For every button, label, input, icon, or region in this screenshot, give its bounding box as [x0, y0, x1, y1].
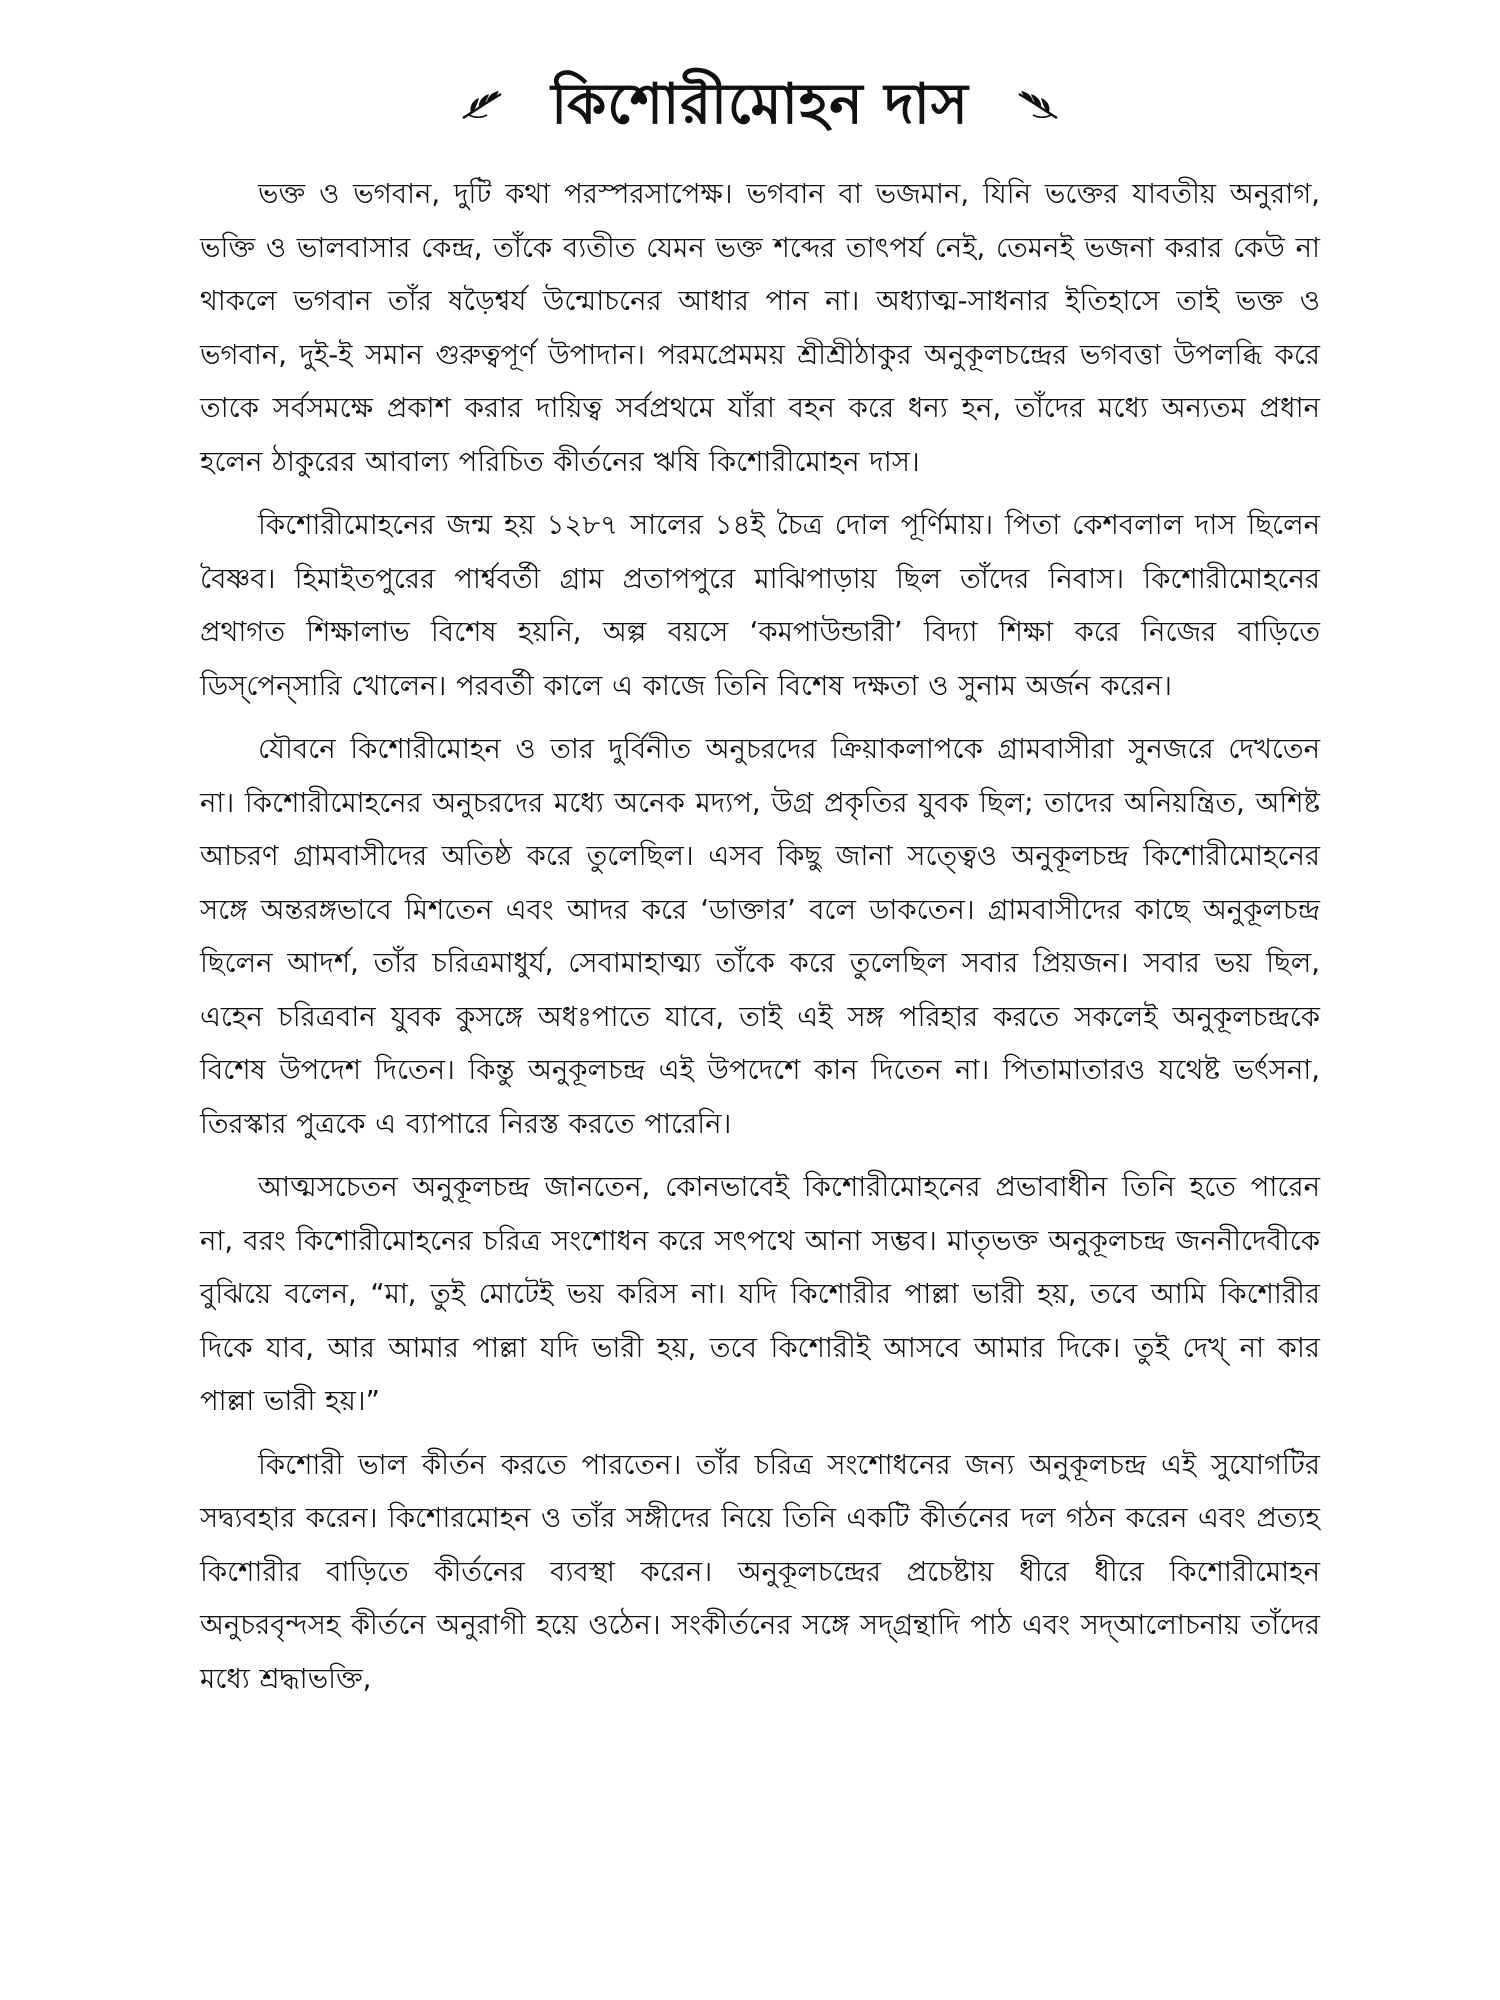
paragraph-3: যৌবনে কিশোরীমোহন ও তার দুর্বিনীত অনুচরদের ক্রিয়াকলাপকে গ্রামবাসীরা সুনজরে দেখতেন না। কিশোরীমোহনের অনুচরদের মধ্যে অনেক মদ্যপ, উগ্র প্রকৃতির যুবক ছিল; তাদের অনিয়ন্ত্রিত, অশিষ্ট আচরণ গ্রামবাসীদের অতিষ্ঠ করে তুলেছিল। এসব কিছু জানা সত্ত্বেও অনুকূলচন্দ্র কিশোরীমোহনের সঙ্গে অন্তরঙ্গভাবে মিশতেন এবং আদর করে ‘ডাক্তার’ বলে ডাকতেন। গ্রামবাসীদের কাছে অনুকূলচন্দ্র ছিলেন আদর্শ, তাঁর চরিত্রমাধুর্য, সেবামাহাত্ম্য তাঁকে করে তুলেছিল সবার প্রিয়জন। সবার ভয় ছিল, এহেন চরিত্রবান যুবক কুসঙ্গে অধঃপাতে যাবে, তাই এই সঙ্গ পরিহার করতে সকলেই অনুকূলচন্দ্রকে বিশেষ উপদেশ দিতেন। কিন্তু অনুকূলচন্দ্র এই উপদেশে কান দিতেন না। পিতামাতারও যথেষ্ট ভর্ৎসনা, তিরস্কার পুত্রকে এ ব্যাপারে নিরস্ত করতে পারেনি।: [200, 733, 1320, 1140]
paragraph-2: কিশোরীমোহনের জন্ম হয় ১২৮৭ সালের ১৪ই চৈত্র দোল পূর্ণিমায়। পিতা কেশবলাল দাস ছিলেন বৈষ্ণব। হিমাইতপুরের পার্শ্ববর্তী গ্রাম প্রতাপপুরে মাঝিপাড়ায় ছিল তাঁদের নিবাস। কিশোরীমোহনের প্রথাগত শিক্ষালাভ বিশেষ হয়নি, অল্প বয়সে ‘কমপাউন্ডারী’ বিদ্যা শিক্ষা করে নিজের বাড়িতে ডিস্‌পেন্‌সারি খোলেন। পরবর্তী কালে এ কাজে তিনি বিশেষ দক্ষতা ও সুনাম অর্জন করেন।: [200, 509, 1320, 702]
page-title: কিশোরীমোহন দাস: [551, 72, 969, 137]
body-text: [200, 168, 1320, 1706]
leaf-ornament-right-icon: [1015, 88, 1061, 122]
title-row: [200, 60, 1320, 150]
paragraph-5: কিশোরী ভাল কীর্তন করতে পারতেন। তাঁর চরিত্র সংশোধনের জন্য অনুকূলচন্দ্র এই সুযোগটির সদ্ব্যবহার করেন। কিশোরমোহন ও তাঁর সঙ্গীদের নিয়ে তিনি একটি কীর্তনের দল গঠন করেন এবং প্রত্যহ কিশোরীর বাড়িতে কীর্তনের ব্যবস্থা করেন। অনুকূলচন্দ্রের প্রচেষ্টায় ধীরে ধীরে কিশোরীমোহন অনুচরবৃন্দসহ কীর্তনে অনুরাগী হয়ে ওঠেন। সংকীর্তনের সঙ্গে সদ্‌গ্রন্থাদি পাঠ এবং সদ্‌আলোচনায় তাঁদের মধ্যে শ্রদ্ধাভক্তি,: [200, 1448, 1320, 1695]
document-page: [200, 60, 1320, 1980]
paragraph-4: আত্মসচেতন অনুকূলচন্দ্র জানতেন, কোনভাবেই কিশোরীমোহনের প্রভাবাধীন তিনি হতে পারেন না, বরং কিশোরীমোহনের চরিত্র সংশোধন করে সৎপথে আনা সম্ভব। মাতৃভক্ত অনুকূলচন্দ্র জননীদেবীকে বুঝিয়ে বলেন, “মা, তুই মোটেই ভয় করিস না। যদি কিশোরীর পাল্লা ভারী হয়, তবে আমি কিশোরীর দিকে যাব, আর আমার পাল্লা যদি ভারী হয়, তবে কিশোরীই আসবে আমার দিকে। তুই দেখ্ না কার পাল্লা ভারী হয়।”: [200, 1171, 1320, 1417]
paragraph-1: ভক্ত ও ভগবান, দুটি কথা পরস্পরসাপেক্ষ। ভগবান বা ভজমান, যিনি ভক্তের যাবতীয় অনুরাগ, ভক্তি ও ভালবাসার কেন্দ্র, তাঁকে ব্যতীত যেমন ভক্ত শব্দের তাৎপর্য নেই, তেমনই ভজনা করার কেউ না থাকলে ভগবান তাঁর ষড়ৈশ্বর্য উন্মোচনের আধার পান না। অধ্যাত্ম-সাধনার ইতিহাসে তাই ভক্ত ও ভগবান, দুই-ই সমান গুরুত্বপূর্ণ উপাদান। পরমপ্রেমময় শ্রীশ্রীঠাকুর অনুকূলচন্দ্রের ভগবত্তা উপলব্ধি করে তাকে সর্বসমক্ষে প্রকাশ করার দায়িত্ব সর্বপ্রথমে যাঁরা বহন করে ধন্য হন, তাঁদের মধ্যে অন্যতম প্রধান হলেন ঠাকুরের আবাল্য পরিচিত কীর্তনের ঋষি কিশোরীমোহন দাস।: [200, 178, 1320, 478]
leaf-ornament-left-icon: [459, 88, 505, 122]
